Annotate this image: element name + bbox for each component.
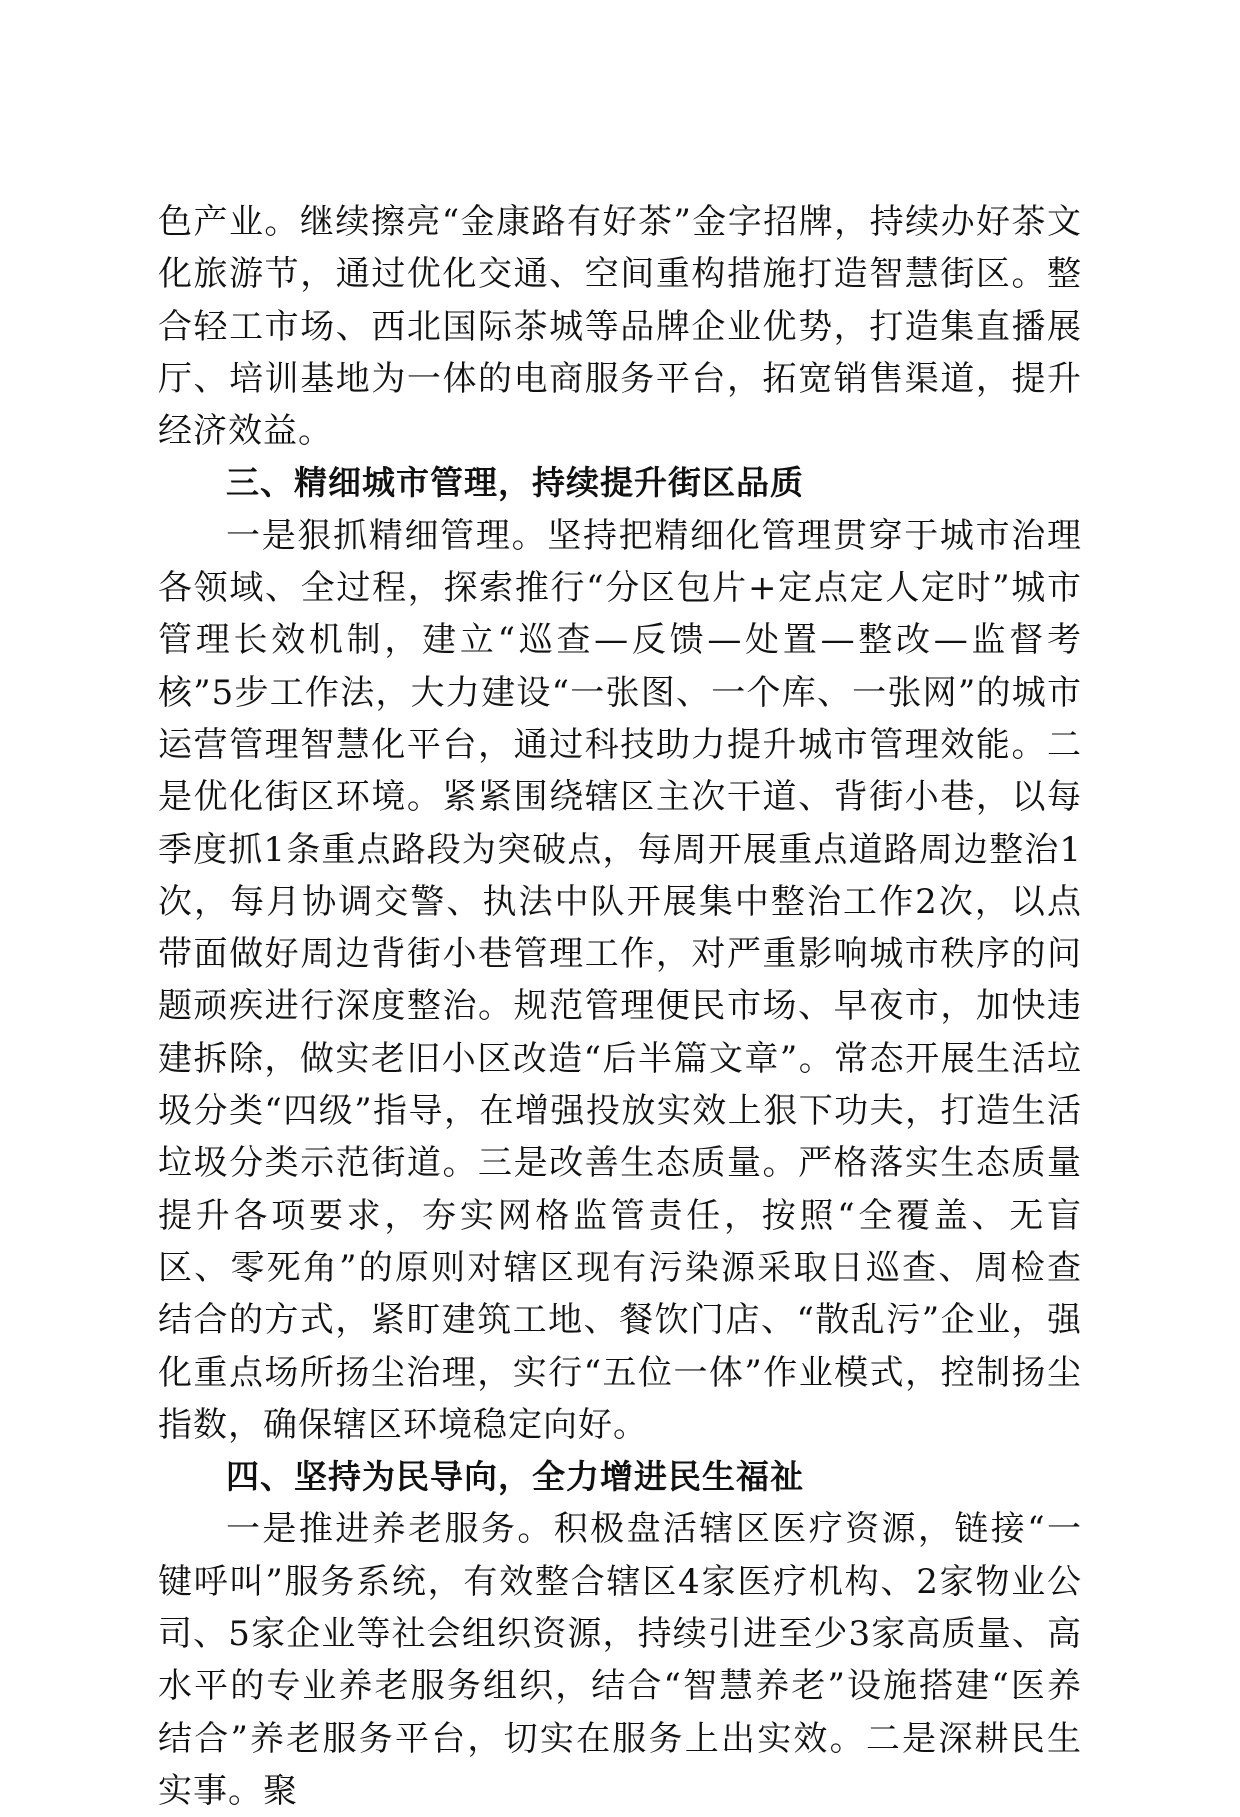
section-4-body: 一是推进养老服务。积极盘活辖区医疗资源，链接“一键呼叫”服务系统，有效整合辖区4家医疗机构、2家物业公司、5家企业等社会组织资源，持续引进至少3家高质量、高水平的专业养老服务组织，结合“智慧养老”设施搭建“医养结合”养老服务平台，切实在服务上出实效。二是深耕民生实事。聚 xyxy=(158,1509,1082,1811)
document-page xyxy=(158,196,1082,1817)
section-3-body: 一是狠抓精细管理。坚持把精细化管理贯穿于城市治理各领域、全过程，探索推行“分区包片+定点定人定时”城市管理长效机制，建立“巡查—反馈—处置—整改—监督考核”5步工作法，大力建设“一张图、一个库、一张网”的城市运营管理智慧化平台，通过科技助力提升城市管理效能。二是优化街区环境。紧紧围绕辖区主次干道、背街小巷，以每季度抓1条重点路段为突破点，每周开展重点道路周边整治1次，每月协调交警、执法中队开展集中整治工作2次，以点带面做好周边背街小巷管理工作，对严重影响城市秩序的问题顽疾进行深度整治。规范管理便民市场、早夜市，加快违建拆除，做实老旧小区改造“后半篇文章”。常态开展生活垃圾分类“四级”指导，在增强投放实效上狠下功夫，打造生活垃圾分类示范街道。三是改善生态质量。严格落实生态质量提升各项要求，夯实网格监管责任，按照“全覆盖、无盲区、零死角”的原则对辖区现有污染源采取日巡查、周检查结合的方式，紧盯建筑工地、餐饮门店、“散乱污”企业，强化重点场所扬尘治理，实行“五位一体”作业模式，控制扬尘指数，确保辖区环境稳定向好。 xyxy=(158,515,1082,1445)
section-4-heading: 四、坚持为民导向，全力增进民生福祉 xyxy=(226,1457,804,1497)
paragraph-continuation: 色产业。继续擦亮“金康路有好茶”金字招牌，持续办好茶文化旅游节，通过优化交通、空间重构措施打造智慧街区。整合轻工市场、西北国际茶城等品牌企业优势，打造集直播展厅、培训基地为一体的电商服务平台，拓宽销售渠道，提升经济效益。 xyxy=(158,202,1082,452)
section-3-heading: 三、精细城市管理，持续提升街区品质 xyxy=(226,463,804,503)
